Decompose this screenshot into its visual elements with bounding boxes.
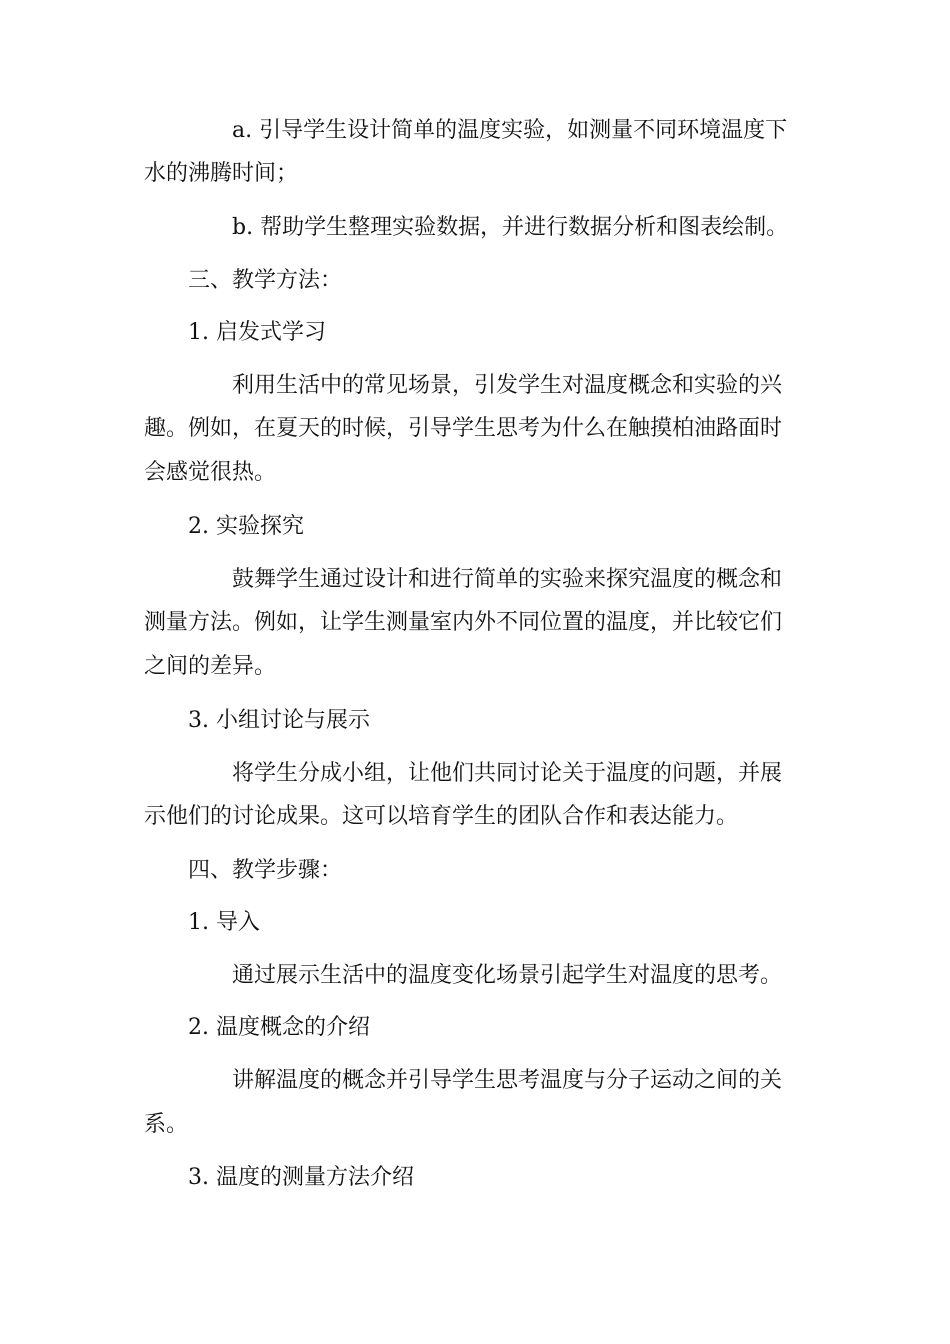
text-line: 水的沸腾时间；	[144, 161, 299, 186]
text-line: 鼓舞学生通过设计和进行简单的实验来探究温度的概念和	[232, 567, 783, 592]
step-body-1: 通过展示生活中的温度变化场景引起学生对温度的思考。	[232, 963, 783, 988]
text-line: b. 帮助学生整理实验数据，并进行数据分析和图表绘制。	[232, 215, 789, 240]
text-line: 之间的差异。	[144, 654, 277, 679]
text-line: 将学生分成小组，让他们共同讨论关于温度的问题，并展	[232, 761, 783, 786]
text-line: 测量方法。例如，让学生测量室内外不同位置的温度，并比较它们	[144, 610, 783, 635]
text-line: 会感觉很热。	[144, 460, 277, 485]
step-title-1: 1. 导入	[188, 910, 260, 935]
section-heading-steps: 四、教学步骤：	[188, 858, 343, 883]
text-line: 趣。例如，在夏天的时候，引导学生思考为什么在触摸柏油路面时	[144, 416, 783, 441]
text-line: a. 引导学生设计简单的温度实验，如测量不同环境温度下	[232, 118, 788, 143]
text-line: 系。	[144, 1112, 189, 1137]
method-title-2: 2. 实验探究	[188, 514, 304, 539]
method-title-3: 3. 小组讨论与展示	[188, 708, 370, 733]
text-line: 示他们的讨论成果。这可以培育学生的团队合作和表达能力。	[144, 804, 739, 829]
section-heading-methods: 三、教学方法：	[188, 268, 343, 293]
text-line: 利用生活中的常见场景，引发学生对温度概念和实验的兴	[232, 373, 783, 398]
text-line: 讲解温度的概念并引导学生思考温度与分子运动之间的关	[232, 1068, 783, 1093]
step-title-3: 3. 温度的测量方法介绍	[188, 1165, 414, 1190]
method-title-1: 1. 启发式学习	[188, 320, 326, 345]
step-title-2: 2. 温度概念的介绍	[188, 1015, 370, 1040]
